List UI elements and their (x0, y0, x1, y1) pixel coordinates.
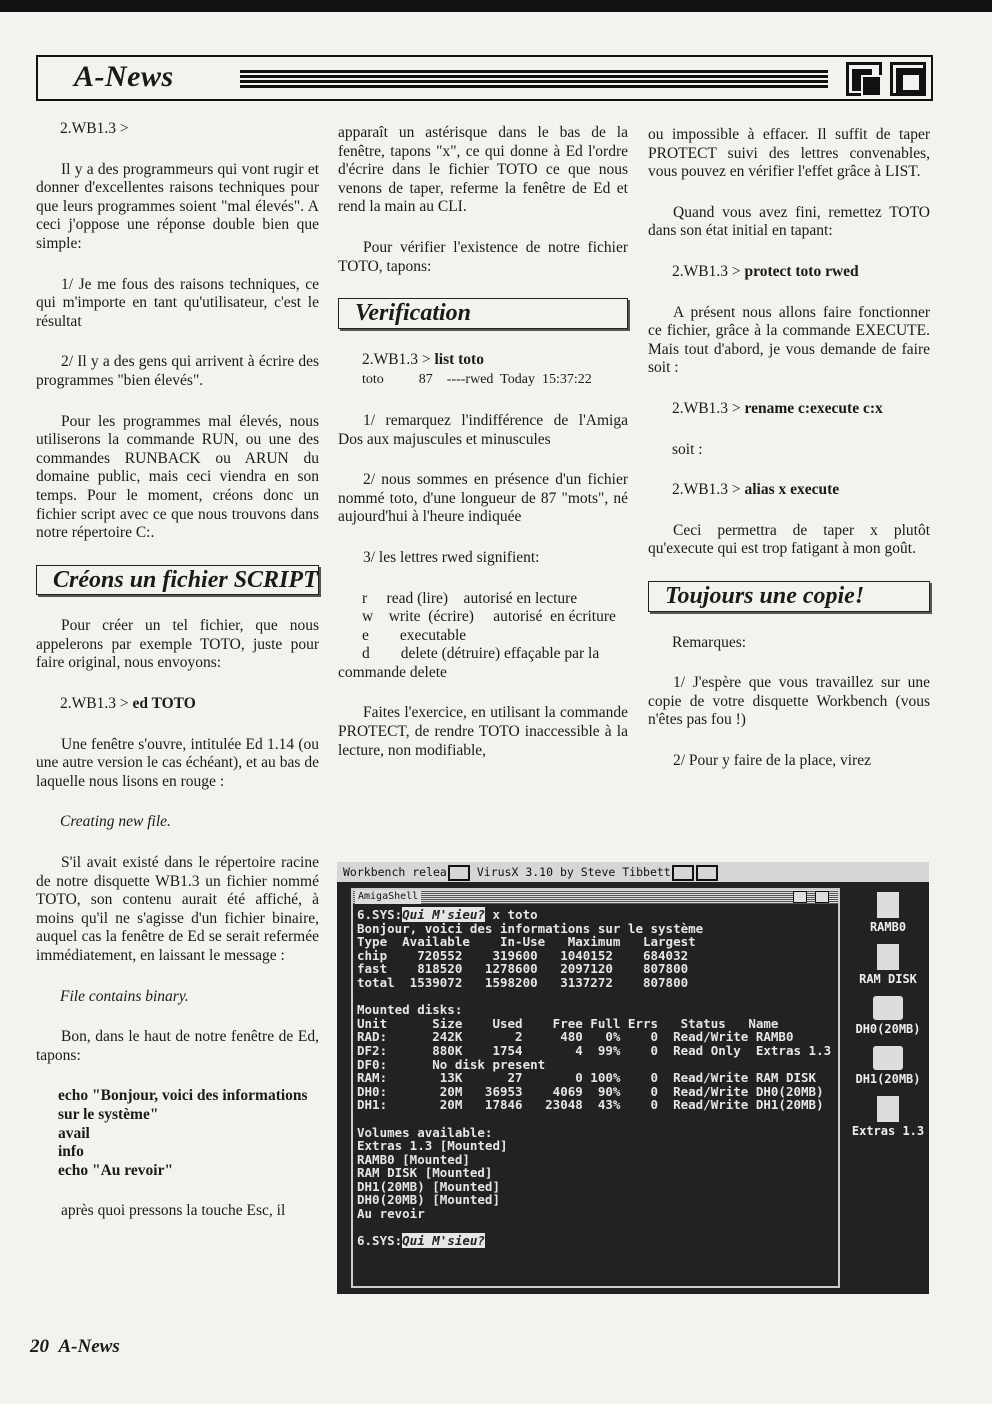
amigashell-window (351, 888, 840, 1288)
footer-logo: A-News (58, 1336, 120, 1357)
paragraph: S'il avait existé dans le répertoire racine de notre disquette WB1.3 un fichier nommé TOTO, son contenu aurait été affiché, à moins qu'il ne s'agisse d'un fichier binaire, auquel cas la fenêtre de Ed se serait refermée immédiatement, en laissant le message : (36, 854, 319, 964)
paragraph: 2.WB1.3 > (60, 120, 129, 137)
workbench-title: Workbench relea (343, 865, 447, 879)
workbench-icons (847, 892, 929, 1148)
icon-label: DH1(20MB) (855, 1072, 921, 1086)
harddisk-icon (873, 1046, 903, 1070)
zoom-gadget-icon (815, 891, 829, 903)
paragraph: 2/ Il y a des gens qui arrivent à écrire des programmes "bien élevés". (36, 353, 319, 389)
icon-label: RAM DISK (859, 972, 917, 986)
shell-output (357, 908, 831, 1248)
disk-icon[interactable] (847, 1046, 929, 1086)
command: ed TOTO (132, 695, 196, 713)
rwed-table (338, 590, 628, 683)
shell-prompt-label: Qui M'sieu? (402, 1233, 485, 1249)
workbench-screenshot (337, 862, 929, 1294)
depth-gadget-icon (846, 62, 882, 96)
virusx-title: VirusX 3.10 by Steve Tibbett (476, 865, 671, 879)
column-1 (36, 120, 319, 1243)
paragraph: Remarques: (672, 633, 747, 651)
list-output: toto 87 ----rwed Today 15:37:22 (362, 372, 592, 388)
script-line: echo "Au revoir" (58, 1161, 174, 1179)
shell-title-bar (353, 890, 838, 904)
command-line (648, 400, 930, 419)
rwed-row: d delete (détruire) effaçable par la commande delete (338, 645, 604, 681)
script-line: avail (58, 1124, 90, 1142)
header-stripes (240, 70, 828, 90)
paragraph: apparaît un astérisque dans le bas de la fenêtre, tapons "x", ce qui donne à Ed l'ordre d'écrire dans le fichier TOTO ce que nous venons de taper, referme la fenêtre de Ed et rend la main au CLI. (338, 124, 628, 216)
icon-label: RAMB0 (869, 920, 907, 934)
prompt: 2.WB1.3 > (672, 399, 741, 417)
message-quote: File contains binary. (60, 987, 189, 1005)
shell-prompt-label: Qui M'sieu? (402, 907, 485, 922)
paragraph: Une fenêtre s'ouvre, intitulée Ed 1.14 (ou une autre version le cas échéant), et au bas de laquelle nous lisons en rouge : (36, 735, 319, 790)
close-gadget-icon (448, 865, 470, 881)
command-line (648, 263, 930, 282)
paragraph: Pour créer un tel fichier, que nous appelerons par exemple TOTO, juste pour faire original, nous envoyons: (36, 617, 319, 672)
floppy-icon (877, 944, 899, 970)
page-number: 20 (30, 1336, 49, 1357)
disk-icon[interactable] (847, 996, 929, 1036)
harddisk-icon (873, 996, 903, 1020)
command: alias x execute (744, 481, 840, 499)
prompt: 2.WB1.3 > (60, 695, 129, 713)
section-heading: Créons un fichier SCRIPT (36, 565, 319, 596)
paragraph: A présent nous allons faire fonctionner ce fichier, grâce à la commande EXECUTE. Mais tout d'abord, je vous demande de faire soit : (648, 303, 930, 377)
command-line (338, 351, 628, 370)
column-2 (338, 124, 628, 782)
paragraph: 1/ remarquez l'indifférence de l'Amiga Dos aux majuscules et minuscules (338, 411, 628, 448)
paragraph: soit : (672, 440, 703, 458)
rwed-row: r read (lire) autorisé en lecture (362, 589, 578, 607)
command: protect toto rwed (744, 262, 859, 280)
workbench-title-bar (337, 862, 929, 882)
depth-gadget-icon (793, 891, 807, 903)
page-footer (30, 1336, 120, 1358)
shell-prompt: 6.SYS: (357, 907, 403, 922)
paragraph: ou impossible à effacer. Il suffit de taper PROTECT suivi des lettres convenables, vous pouvez en vérifier l'effet grâce à LIST. (648, 126, 930, 181)
shell-prompt: 6.SYS: (357, 1233, 403, 1249)
page-header (36, 55, 933, 101)
prompt: 2.WB1.3 > (672, 262, 741, 280)
paragraph: Pour les programmes mal élevés, nous utiliserons la commande RUN, ou une des commandes RUNBACK ou ARUN du domaine public, mais ceci viendra en son temps. Pour le moment, créons donc un fichier script avec ce que nous trouvons dans notre répertoire C:. (36, 412, 319, 542)
rwed-row: w write (écrire) autorisé en écriture (362, 608, 616, 626)
paragraph: 3/ les lettres rwed signifient: (363, 548, 540, 566)
command: rename c:execute c:x (744, 399, 883, 417)
top-edge (0, 0, 992, 12)
command-line (36, 695, 319, 714)
icon-label: DH0(20MB) (855, 1022, 921, 1036)
depth-gadget-icon (696, 865, 718, 881)
paragraph: Faites l'exercice, en utilisant la commande PROTECT, de rendre TOTO inaccessible à la lecture, non modifiable, (338, 704, 628, 759)
zoom-gadget-icon (890, 62, 926, 96)
script-listing (36, 1087, 319, 1180)
section-heading: Verification (338, 298, 628, 329)
floppy-icon (877, 892, 899, 918)
floppy-icon (877, 1096, 899, 1122)
depth-gadget-icon (672, 865, 694, 881)
paragraph: Quand vous avez fini, remettez TOTO dans son état initial en tapant: (648, 203, 930, 240)
disk-icon[interactable] (847, 892, 929, 934)
icon-label: Extras 1.3 (851, 1124, 925, 1138)
script-line: info (58, 1143, 84, 1161)
paragraph: Il y a des programmeurs qui vont rugir et donner d'excellentes raisons techniques pour que leurs programmes soient "mal élevés". A ceci j'oppose une réponse double bien que simple: (36, 160, 319, 252)
script-line: echo "Bonjour, voici des informations sur le système" (58, 1087, 308, 1123)
paragraph: Ceci permettra de taper x plutôt qu'execute qui est trop fatigant à mon goût. (648, 521, 930, 558)
command-line (648, 481, 930, 500)
paragraph: Bon, dans le haut de notre fenêtre de Ed, tapons: (36, 1028, 319, 1064)
shell-body: Bonjour, voici des informations sur le système Type Available In-Use Maximum Largest chip 720552 319600 1040152 684032 fast 818520 1278600 2097120 807800 total 1539072 1598200 3137272 807800 Mounted disks: Unit Size Used Free Full Errs Status Name RAD: 242K 2 480 0% 0 Read/Write RAMB0 DF2: 880K 1754 4 99% 0 Read Only Extras 1.3 DF0: No disk present RAM: 13K 27 0 100% 0 Read/Write RAM DISK DH0: 20M 36953 4069 90% 0 Read/Write DH0(20MB) DH1: 20M 17846 23048 43% 0 Read/Write DH1(20MB) Volumes available: Extras 1.3 [Mounted] RAMB0 [Mounted] RAM DISK [Mounted] DH1(20MB) [Mounted] DH0(20MB) [Mounted] Au revoir (357, 920, 832, 1222)
magazine-logo: A-News (74, 60, 174, 93)
paragraph: 2/ Pour y faire de la place, virez (673, 751, 871, 769)
paragraph: 2/ nous sommes en présence d'un fichier nommé toto, d'une longueur de 87 "mots", né aujourd'hui à l'heure indiquée (338, 471, 628, 526)
disk-icon[interactable] (847, 1096, 929, 1138)
rwed-row: e executable (362, 626, 467, 644)
paragraph: 1/ Je me fous des raisons techniques, ce qui m'importe en tant qu'utilisateur, c'est le résultat (36, 275, 319, 330)
message-quote: Creating new file. (60, 813, 171, 831)
paragraph: 1/ J'espère que vous travaillez sur une copie de votre disquette Workbench (vous n'êtes pas fou !) (648, 674, 930, 729)
disk-icon[interactable] (847, 944, 929, 986)
paragraph: Pour vérifier l'existence de notre fichier TOTO, tapons: (338, 238, 628, 275)
shell-title: AmigaShell (355, 890, 421, 904)
prompt: 2.WB1.3 > (362, 350, 431, 368)
column-3 (648, 126, 930, 792)
command: list toto (434, 350, 484, 368)
prompt: 2.WB1.3 > (672, 481, 741, 499)
paragraph: après quoi pressons la touche Esc, il (61, 1202, 286, 1220)
shell-command: x toto (484, 907, 538, 922)
section-heading: Toujours une copie! (648, 581, 930, 612)
